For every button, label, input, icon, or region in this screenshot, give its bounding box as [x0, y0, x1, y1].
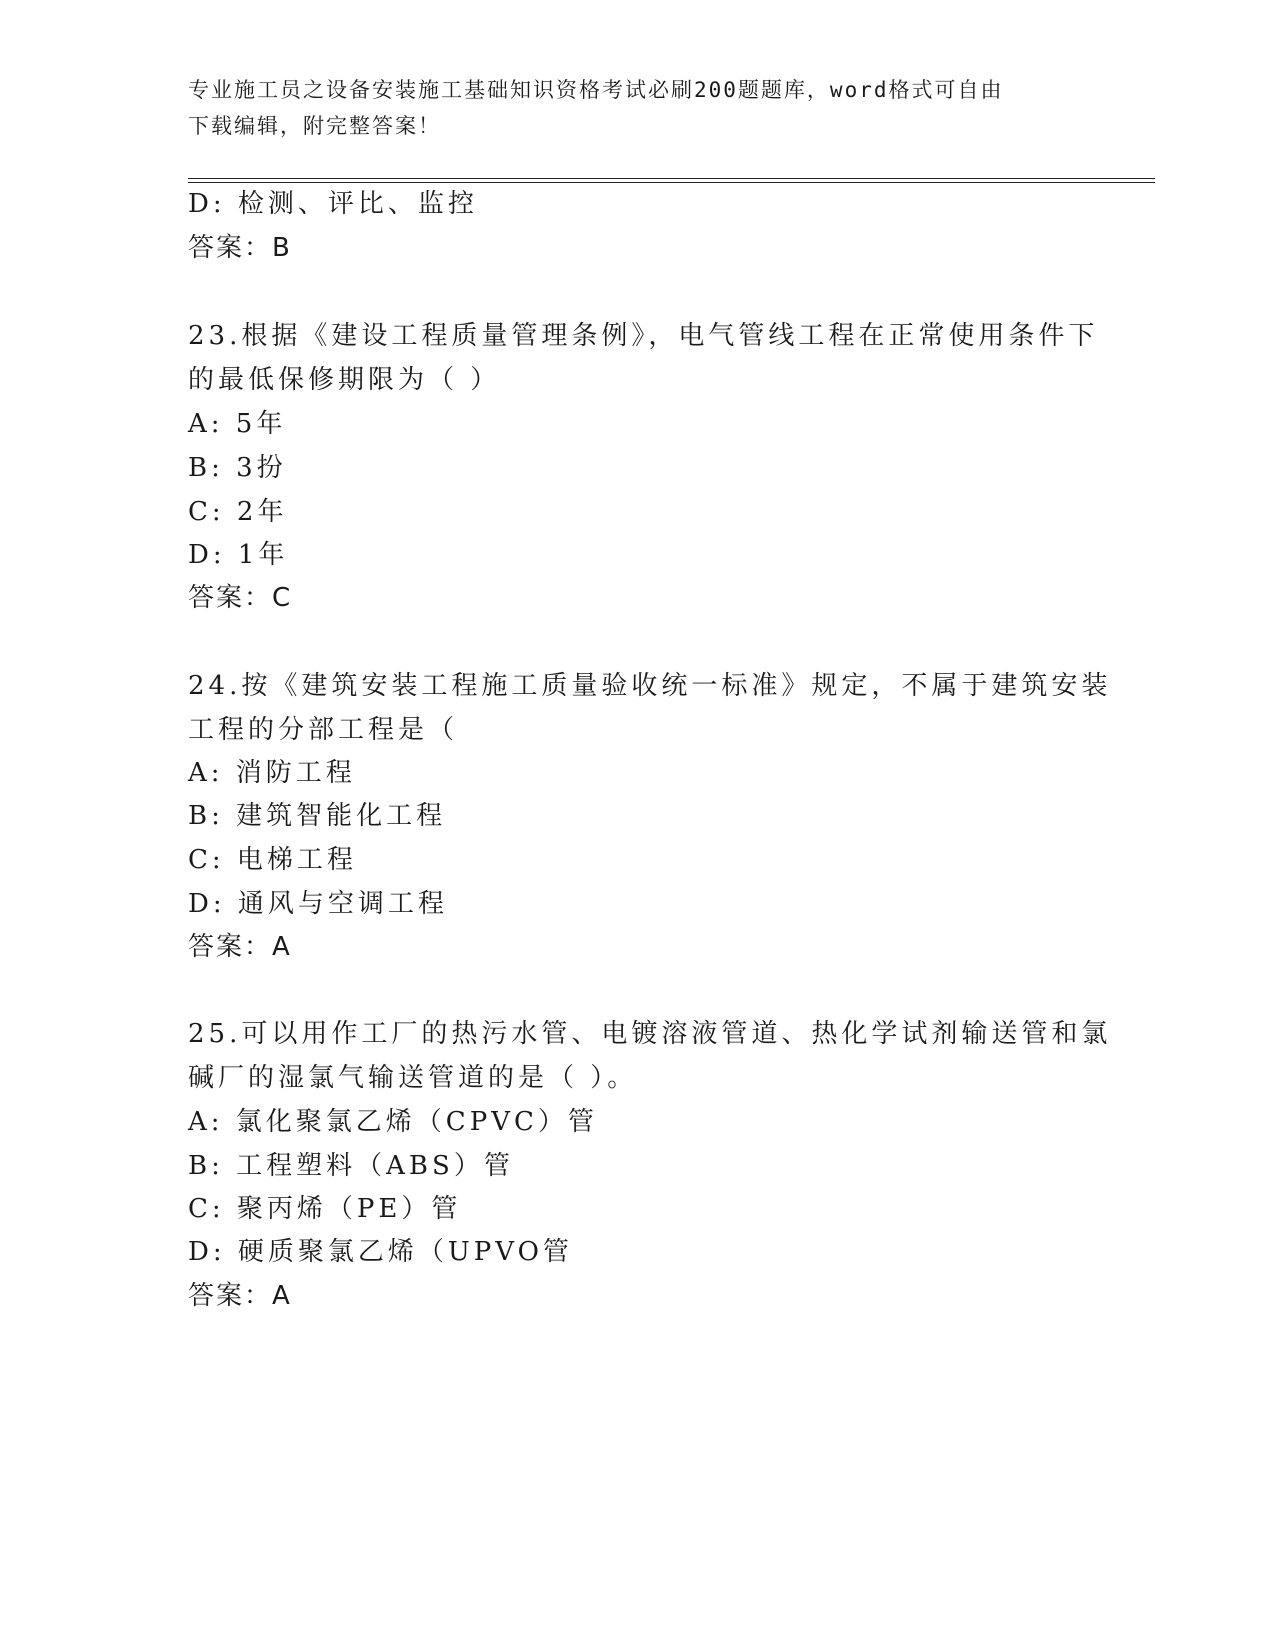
q24-option-b: B: 建筑智能化工程	[188, 801, 447, 831]
header-rule-top	[188, 178, 1155, 179]
q23-stem-line-2: 的最低保修期限为（ ）	[188, 365, 501, 395]
q23-option-d: D: 1年	[188, 540, 289, 570]
q25-stem-line-2: 碱厂的湿氯气输送管道的是（ ）。	[188, 1063, 638, 1093]
q25-option-a: A: 氯化聚氯乙烯（CPVC）管	[188, 1107, 598, 1137]
header-title-line-2: 下载编辑，附完整答案！	[188, 114, 441, 138]
q24-stem-line-1: 24.按《建筑安装工程施工质量验收统一标准》规定，不属于建筑安装	[188, 671, 1112, 701]
q23-stem-line-1: 23.根据《建设工程质量管理条例》，电气管线工程在正常使用条件下	[188, 321, 1099, 351]
prev-answer: 答案：B	[188, 233, 292, 263]
q25-option-d: D: 硬质聚氯乙烯（UPVO管	[188, 1237, 573, 1267]
q24-option-c: C: 电梯工程	[188, 845, 357, 875]
document-header	[188, 72, 1088, 144]
q25-answer: 答案：A	[188, 1281, 292, 1311]
q25-option-b: B: 工程塑料（ABS）管	[188, 1151, 514, 1181]
q23-answer: 答案：C	[188, 583, 293, 613]
q23-option-a: A: 5年	[188, 409, 287, 439]
prev-option-d: D: 检测、评比、监控	[188, 189, 478, 219]
q24-option-d: D: 通风与空调工程	[188, 889, 448, 919]
q25-stem-line-1: 25.可以用作工厂的热污水管、电镀溶液管道、热化学试剂输送管和氯	[188, 1019, 1112, 1049]
q24-option-a: A: 消防工程	[188, 758, 356, 788]
q24-stem-line-2: 工程的分部工程是（	[188, 715, 459, 745]
q25-option-c: C: 聚丙烯（PE）管	[188, 1194, 462, 1224]
header-title-line-1: 专业施工员之设备安装施工基础知识资格考试必刷200题题库，word格式可自由	[188, 78, 1004, 102]
header-rule-bottom	[188, 182, 1155, 183]
q23-option-b: B: 3扮	[188, 453, 287, 483]
q23-option-c: C: 2年	[188, 497, 288, 527]
q24-answer: 答案：A	[188, 932, 292, 962]
